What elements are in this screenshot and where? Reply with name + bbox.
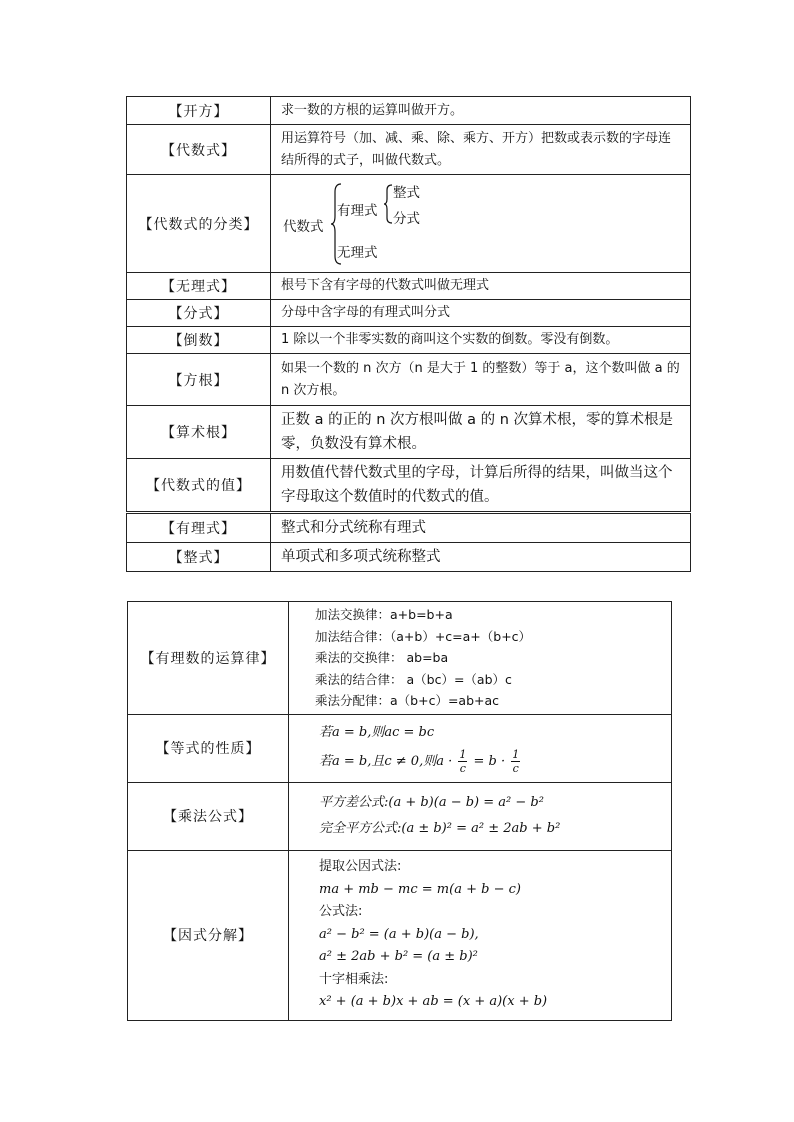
formula-line: 乘法的结合律： a（bc）=（ab）c xyxy=(315,671,512,687)
formulas-table-2 xyxy=(127,601,672,1021)
term-cell: 【分式】 xyxy=(127,300,271,327)
table-row xyxy=(127,543,691,572)
table-row xyxy=(128,850,672,1020)
definition-cell: 根号下含有字母的代数式叫做无理式 xyxy=(271,273,691,300)
term-cell: 【整式】 xyxy=(127,543,271,572)
fraction-numerator: 1 xyxy=(512,747,520,761)
formula-cell xyxy=(289,782,672,850)
formula-line: 公式法: xyxy=(319,904,363,920)
formula-cell xyxy=(289,714,672,782)
formula-cell xyxy=(289,602,672,715)
class-fractional: 分式 xyxy=(393,210,420,227)
term-cell: 【等式的性质】 xyxy=(128,714,289,782)
definition-cell: 用运算符号（加、减、乘、除、乘方、开方）把数或表示数的字母连结所得的式子，叫做代数式。 xyxy=(271,125,691,175)
fraction xyxy=(458,748,467,775)
formula-line: 十字相乘法: xyxy=(319,971,389,987)
class-root: 代数式 xyxy=(283,218,324,235)
term-cell: 【代数式的分类】 xyxy=(127,175,271,273)
table-row xyxy=(127,97,691,125)
formula-text: 若a = b,且c ≠ 0,则a · xyxy=(319,753,453,769)
formula-text: = b · xyxy=(473,753,506,769)
definition-cell: 整式和分式统称有理式 xyxy=(271,513,691,543)
formula-line: a² − b² = (a + b)(a − b), xyxy=(319,926,479,942)
class-rational: 有理式 xyxy=(337,202,378,219)
table-row xyxy=(128,714,672,782)
table-row xyxy=(127,273,691,300)
fraction xyxy=(511,748,520,775)
definition-cell: 求一数的方根的运算叫做开方。 xyxy=(271,97,691,125)
definition-cell: 分母中含字母的有理式叫分式 xyxy=(271,300,691,327)
formula-cell xyxy=(289,850,672,1020)
table-row xyxy=(127,125,691,175)
definition-cell: 1 除以一个非零实数的商叫这个实数的倒数。零没有倒数。 xyxy=(271,327,691,354)
table-row xyxy=(128,782,672,850)
fraction-numerator: 1 xyxy=(459,747,467,761)
fraction-denominator: c xyxy=(459,761,466,775)
class-integral: 整式 xyxy=(393,184,420,201)
formula-line: x² + (a + b)x + ab = (x + a)(x + b) xyxy=(319,994,548,1010)
term-cell: 【代数式】 xyxy=(127,125,271,175)
classification-diagram xyxy=(281,178,680,270)
formula-line: 乘法的交换律： ab=ba xyxy=(315,650,449,665)
formula-line: 乘法分配律：a（b+c）=ab+ac xyxy=(315,693,500,708)
table-row xyxy=(127,354,691,406)
table-row xyxy=(127,327,691,354)
term-cell: 【开方】 xyxy=(127,97,271,125)
term-cell: 【无理式】 xyxy=(127,273,271,300)
term-cell: 【代数式的值】 xyxy=(127,459,271,513)
definition-cell: 正数 a 的正的 n 次方根叫做 a 的 n 次算术根，零的算术根是零，负数没有算术根。 xyxy=(271,406,691,459)
table-row xyxy=(127,459,691,513)
formula-line xyxy=(319,748,661,775)
formula-line: 完全平方公式:(a ± b)² = a² ± 2ab + b² xyxy=(319,821,561,836)
formula-line: 加法交换律：a+b=b+a xyxy=(315,607,453,622)
formula-line: ma + mb − mc = m(a + b − c) xyxy=(319,881,521,897)
term-cell: 【有理数的运算律】 xyxy=(128,602,289,715)
table-row xyxy=(127,300,691,327)
formula-line: 加法结合律：（a+b）+c=a+（b+c） xyxy=(315,628,532,644)
table-row xyxy=(127,406,691,459)
fraction-denominator: c xyxy=(512,761,519,775)
term-cell: 【有理式】 xyxy=(127,513,271,543)
definition-cell: 用数值代替代数式里的字母，计算后所得的结果，叫做当这个字母取这个数值时的代数式的值。 xyxy=(271,459,691,513)
term-cell: 【乘法公式】 xyxy=(128,782,289,850)
table-row xyxy=(128,602,672,715)
class-irrational: 无理式 xyxy=(337,244,378,261)
term-cell: 【倒数】 xyxy=(127,327,271,354)
formula-line: 平方差公式:(a + b)(a − b) = a² − b² xyxy=(319,795,544,810)
term-cell: 【因式分解】 xyxy=(128,850,289,1020)
term-cell: 【方根】 xyxy=(127,354,271,406)
formula-line: 提取公因式法: xyxy=(319,859,402,875)
formula-line: a² ± 2ab + b² = (a ± b)² xyxy=(319,949,478,965)
definition-cell: 如果一个数的 n 次方（n 是大于 1 的整数）等于 a，这个数叫做 a 的 n 次方根。 xyxy=(271,354,691,406)
formula-line: 若a = b,则ac = bc xyxy=(319,724,435,740)
table-row xyxy=(127,513,691,543)
definitions-table-1 xyxy=(126,96,691,572)
definition-cell: 单项式和多项式统称整式 xyxy=(271,543,691,572)
term-cell: 【算术根】 xyxy=(127,406,271,459)
table-row xyxy=(127,175,691,273)
classification-cell xyxy=(271,175,691,273)
